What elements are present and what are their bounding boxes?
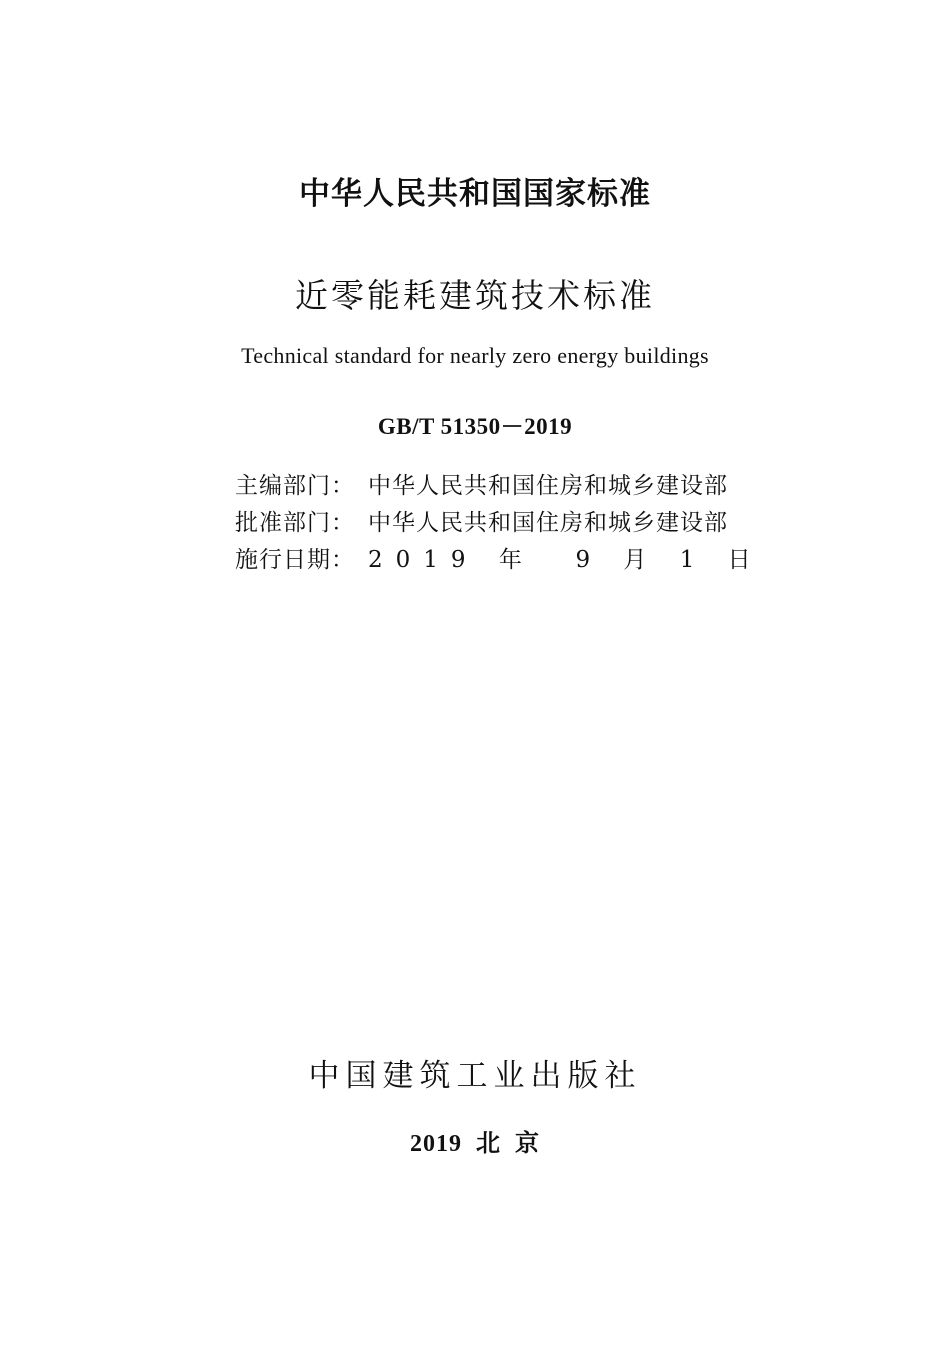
date-value: 2019 年 9 月 1 日 — [368, 547, 764, 573]
date-label: 施行日期： — [235, 547, 355, 573]
approver-row — [235, 505, 795, 542]
info-block — [235, 468, 795, 579]
editor-label: 主编部门： — [235, 473, 355, 499]
english-title: Technical standard for nearly zero energy buildings — [241, 343, 709, 368]
date-row — [235, 542, 795, 579]
approver-label: 批准部门： — [235, 510, 355, 536]
publication-place: 2019 北 京 — [410, 1131, 540, 1157]
approver-value: 中华人民共和国住房和城乡建设部 — [368, 510, 728, 536]
standard-number: GB/T 51350－2019 — [377, 414, 573, 439]
publisher: 中国建筑工业出版社 — [308, 1058, 642, 1094]
editor-value: 中华人民共和国住房和城乡建设部 — [368, 473, 728, 499]
main-title: 近零能耗建筑技术标准 — [295, 276, 655, 315]
series-title: 中华人民共和国国家标准 — [299, 176, 651, 212]
editor-row — [235, 468, 795, 505]
